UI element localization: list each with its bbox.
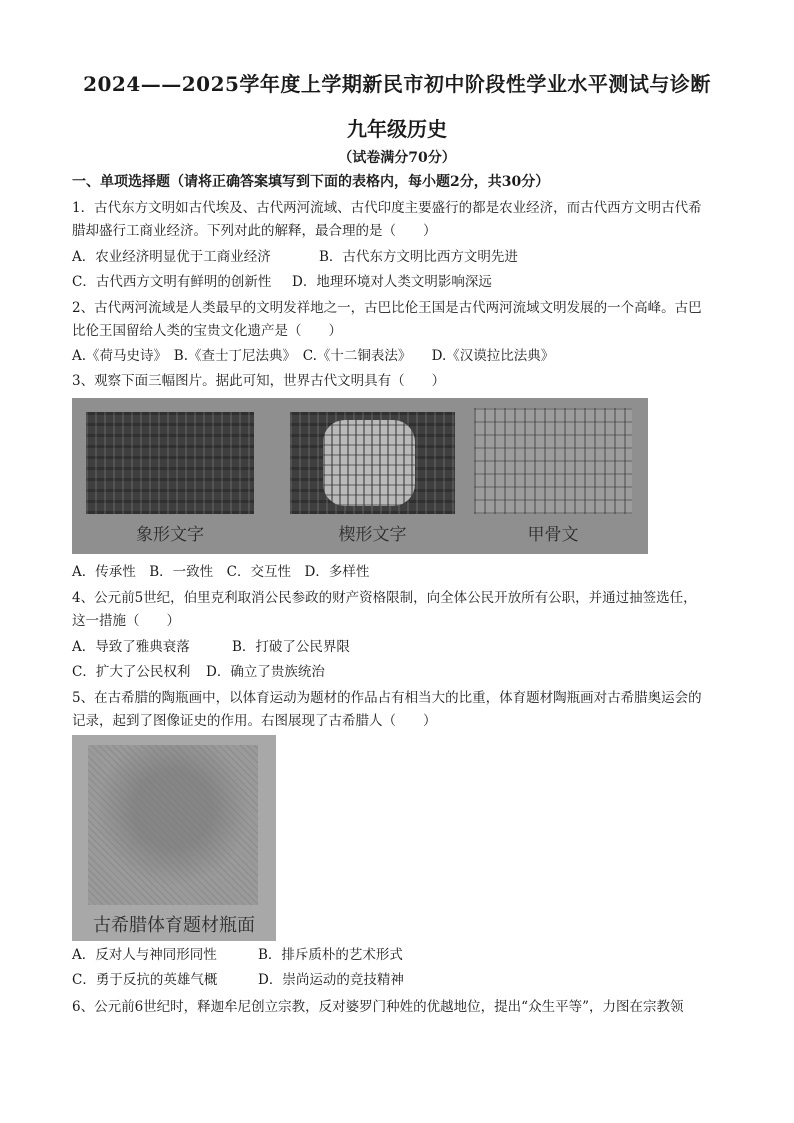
subject-title: 九年级历史 [347,117,447,141]
hieroglyph-panel [86,412,254,514]
question-1-text: 1．古代东方文明如古代埃及、古代两河流域、古代印度主要盛行的都是农业经济，而古代西方文明古代希 [72,200,702,216]
question-1-option-a: A．农业经济明显优于工商业经济 [72,249,271,265]
question-4-option-a: A．导致了雅典衰落 [72,639,190,655]
caption-oracle-bone: 甲骨文 [527,525,579,545]
question-2-text: 2、古代两河流域是人类最早的文明发祥地之一，古巴比伦王国是古代两河流域文明发展的一个高峰。古巴 [72,300,702,316]
page-title: 2024——2025学年度上学期新民市初中阶段性学业水平测试与诊断 [83,72,711,96]
section-heading: 一、单项选择题（请将正确答案填写到下面的表格内，每小题2分，共30分） [72,174,550,190]
question-5-option-d: D．崇尚运动的竞技精神 [258,972,404,988]
question-1-option-b: B．古代东方文明比西方文明先进 [319,249,518,265]
question-4-text-cont: 这一措施（ ） [72,613,180,629]
question-5-option-b: B．排斥质朴的艺术形式 [258,947,403,963]
question-1-text-cont: 腊却盛行工商业经济。下列对此的解释，最合理的是（ ） [72,223,437,239]
question-1-option-d: D．地理环境对人类文明影响深远 [292,274,492,290]
vase-caption: 古希腊体育题材瓶面 [93,915,255,936]
greek-vase-figure [72,735,276,941]
cuneiform-panel [290,412,455,514]
ancient-scripts-figure [72,398,648,554]
score-note: （试卷满分70分） [338,150,456,166]
question-4-option-d: D．确立了贵族统治 [206,664,325,680]
vase-painting [88,745,258,905]
question-4-option-c: C．扩大了公民权利 [72,664,191,680]
question-1-option-c: C．古代西方文明有鲜明的创新性 [72,274,272,290]
cuneiform-tablet [323,420,415,506]
question-4-text: 4、公元前5世纪，伯里克利取消公民参政的财产资格限制，向全体公民开放所有公职，并通过抽签选任， [72,590,697,606]
question-5-option-a: A．反对人与神同形同性 [72,947,217,963]
question-6-text: 6、公元前6世纪时，释迦牟尼创立宗教，反对婆罗门种姓的优越地位，提出“众生平等”，力图在宗教领 [72,999,684,1015]
question-2-options: A.《荷马史诗》 B.《查士丁尼法典》 C.《十二铜表法》 D.《汉谟拉比法典》 [72,348,555,364]
question-5-text-cont: 记录，起到了图像证史的作用。右图展现了古希腊人（ ） [72,713,437,729]
oracle-bone-panel [474,408,632,514]
question-5-text: 5、在古希腊的陶瓶画中，以体育运动为题材的作品占有相当大的比重，体育题材陶瓶画对古希腊奥运会的 [72,690,702,706]
question-2-text-cont: 比伦王国留给人类的宝贵文化遗产是（ ） [72,323,342,339]
caption-hieroglyph: 象形文字 [136,525,204,545]
question-3-options: A．传承性 B．一致性 C．交互性 D．多样性 [72,564,370,580]
question-4-option-b: B．打破了公民界限 [232,639,350,655]
question-5-option-c: C．勇于反抗的英雄气概 [72,972,218,988]
caption-cuneiform: 楔形文字 [338,525,407,545]
question-3-text: 3、观察下面三幅图片。据此可知，世界古代文明具有（ ） [72,373,446,389]
